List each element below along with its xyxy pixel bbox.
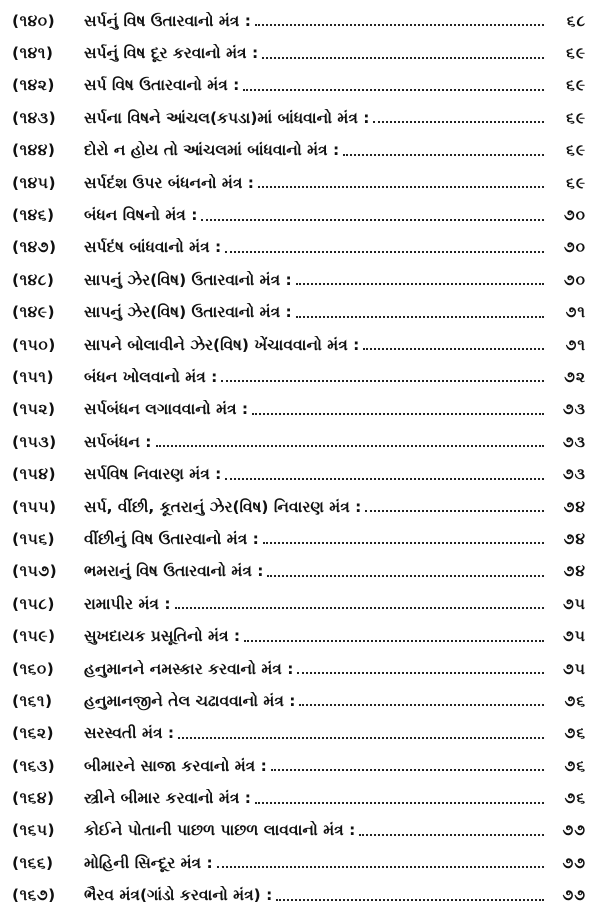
entry-number: (૧૪૯) (12, 303, 56, 322)
entry-title: સર્પના વિષને આંચલ(કપડા)માં બાંધવાનો મંત્ર : (84, 108, 370, 127)
entry-number: (૧૬૧) (12, 691, 53, 710)
toc-entry (0, 199, 600, 231)
dot-leader (252, 413, 544, 415)
page-number: ૭૪ (563, 562, 586, 581)
entry-number: (૧૬૭) (12, 886, 56, 905)
toc-entry (0, 167, 600, 199)
entry-title: સર્પદંષ બાંધવાનો મંત્ર : (84, 238, 222, 257)
entry-title: સ્ત્રીને બીમાર કરવાનો મંત્ર : (84, 789, 251, 808)
entry-number: (૧૫૯) (12, 627, 56, 646)
toc-entry (0, 491, 600, 523)
toc-entry (0, 880, 600, 912)
toc-entry (0, 782, 600, 814)
toc-entry (0, 815, 600, 847)
toc-entry (0, 556, 600, 588)
page-number: ૭૭ (562, 821, 586, 840)
page-number: ૭૫ (563, 594, 586, 613)
dot-leader (262, 57, 544, 59)
toc-entry (0, 329, 600, 361)
page-number: ૭૩ (562, 432, 586, 451)
toc-entry (0, 653, 600, 685)
dot-leader (258, 186, 544, 188)
page-number: ૭૧ (565, 335, 586, 354)
dot-leader (365, 510, 544, 512)
entry-title: સર્પબંધન લગાવવાનો મંત્ર : (84, 400, 249, 419)
entry-title: સર્પનું વિષ દૂર કરવાનો મંત્ર : (84, 44, 259, 63)
entry-number: (૧૫૦) (12, 335, 56, 354)
entry-title: સર્પ, વીંછી, કૂતરાનું ઝેર(વિષ) નિવારણ મંત્ર : (84, 497, 362, 516)
page-number: ૭૪ (563, 529, 586, 548)
toc-entry (0, 394, 600, 426)
toc-entry (0, 297, 600, 329)
page-number: ૬૮ (566, 11, 586, 30)
toc-entry (0, 232, 600, 264)
entry-number: (૧૪૭) (12, 238, 57, 257)
toc-entry (0, 750, 600, 782)
page-number: ૭૬ (564, 724, 586, 743)
page-number: ૬૯ (566, 108, 586, 127)
dot-leader (299, 704, 544, 706)
entry-number: (૧૬૫) (12, 821, 56, 840)
page-number: ૬૯ (566, 173, 586, 192)
entry-title: બંધન વિષનો મંત્ર : (84, 206, 198, 225)
entry-number: (૧૪૨) (12, 76, 55, 95)
dot-leader (225, 478, 544, 480)
entry-title: બીમારને સાજા કરવાનો મંત્ર : (84, 756, 267, 775)
entry-number: (૧૫૨) (12, 400, 56, 419)
toc-entry (0, 847, 600, 879)
toc-entry (0, 361, 600, 393)
toc-entry (0, 718, 600, 750)
entry-title: સર્પ વિષ ઉતારવાનો મંત્ર : (84, 76, 240, 95)
page-number: ૭૬ (564, 691, 586, 710)
page-number: ૭૫ (563, 659, 586, 678)
entry-number: (૧૬૦) (12, 659, 55, 678)
entry-number: (૧૪૦) (12, 11, 56, 30)
entry-number: (૧૫૬) (12, 529, 56, 548)
dot-leader (217, 866, 544, 868)
dot-leader (244, 640, 544, 642)
entry-number: (૧૬૬) (12, 853, 54, 872)
page-number: ૭૩ (562, 465, 586, 484)
dot-leader (178, 737, 544, 739)
dot-leader (276, 899, 544, 901)
entry-number: (૧૫૩) (12, 432, 57, 451)
dot-leader (296, 316, 544, 318)
entry-number: (૧૫૧) (12, 367, 55, 386)
entry-number: (૧૪૪) (12, 141, 56, 160)
entry-title: ભમરાનું વિષ ઉતારવાનો મંત્ર : (84, 562, 264, 581)
dot-leader (175, 607, 544, 609)
dot-leader (201, 219, 544, 221)
dot-leader (267, 575, 544, 577)
page-number: ૭૭ (562, 853, 586, 872)
toc-entry (0, 5, 600, 37)
toc-entry (0, 426, 600, 458)
dot-leader (271, 769, 544, 771)
page-number: ૭૪ (563, 497, 586, 516)
page-number: ૭૧ (565, 303, 586, 322)
page-number: ૭૬ (564, 756, 586, 775)
entry-title: મોહિની સિન્દૂર મંત્ર : (84, 853, 213, 872)
entry-title: ભૈરવ મંત્ર(ગાંડો કરવાનો મંત્ર) : (84, 886, 273, 905)
entry-title: બંધન ખોલવાનો મંત્ર : (84, 367, 218, 386)
page-number: ૭૨ (564, 367, 586, 386)
entry-title: દોરો ન હોય તો આંચલમાં બાંધવાનો મંત્ર : (84, 141, 340, 160)
toc-entry (0, 37, 600, 69)
dot-leader (263, 542, 544, 544)
page-number: ૭૦ (563, 206, 586, 225)
dot-leader (297, 672, 544, 674)
dot-leader (255, 24, 544, 26)
dot-leader (243, 89, 544, 91)
page-number: ૭૬ (564, 789, 586, 808)
toc-entry (0, 70, 600, 102)
page-number: ૭૫ (563, 627, 586, 646)
entry-title: સર્પદંશ ઉપર બંધનનો મંત્ર : (84, 173, 254, 192)
dot-leader (221, 380, 544, 382)
dot-leader (343, 154, 544, 156)
entry-title: સર્પબંધન : (84, 432, 152, 451)
page-number: ૬૯ (566, 76, 586, 95)
page-number: ૭૦ (563, 270, 586, 289)
entry-title: સાપનું ઝેર(વિષ) ઉતારવાનો મંત્ર : (84, 303, 292, 322)
entry-number: (૧૫૪) (12, 465, 57, 484)
entry-number: (૧૬૨) (12, 724, 55, 743)
entry-number: (૧૪૩) (12, 108, 57, 127)
dot-leader (359, 834, 544, 836)
dot-leader (225, 251, 544, 253)
entry-number: (૧૫૫) (12, 497, 57, 516)
page-number: ૬૯ (566, 44, 586, 63)
toc-entry (0, 458, 600, 490)
toc-entry (0, 135, 600, 167)
entry-title: વીંછીનું વિષ ઉતારવાનો મંત્ર : (84, 529, 259, 548)
entry-title: સર્પવિષ નિવારણ મંત્ર : (84, 465, 222, 484)
entry-title: સર્પનું વિષ ઉતારવાનો મંત્ર : (84, 11, 251, 30)
entry-number: (૧૪૫) (12, 173, 57, 192)
entry-title: સાપને બોલાવીને ઝેર(વિષ) ખેંચાવવાનો મંત્ર : (84, 335, 360, 354)
entry-title: સરસ્વતી મંત્ર : (84, 724, 175, 743)
page-number: ૬૯ (566, 141, 586, 160)
toc-entry (0, 588, 600, 620)
entry-number: (૧૪૮) (12, 270, 55, 289)
entry-title: રામાપીર મંત્ર : (84, 594, 171, 613)
dot-leader (296, 283, 544, 285)
toc-entry (0, 523, 600, 555)
page-number: ૭૭ (562, 886, 586, 905)
toc-entry (0, 620, 600, 652)
entry-title: કોઈને પોતાની પાછળ પાછળ લાવવાનો મંત્ર : (84, 821, 356, 840)
dot-leader (363, 348, 544, 350)
dot-leader (373, 121, 544, 123)
toc-entry (0, 685, 600, 717)
entry-title: હનુમાનજીને તેલ ચઢાવવાનો મંત્ર : (84, 691, 296, 710)
page-number: ૭૦ (563, 238, 586, 257)
entry-number: (૧૬૪) (12, 789, 55, 808)
entry-number: (૧૬૩) (12, 756, 56, 775)
entry-number: (૧૫૮) (12, 594, 55, 613)
dot-leader (156, 445, 544, 447)
dot-leader (255, 802, 544, 804)
toc-entry (0, 264, 600, 296)
entry-number: (૧૫૭) (12, 562, 58, 581)
entry-number: (૧૪૬) (12, 206, 55, 225)
entry-title: હનુમાનને નમસ્કાર કરવાનો મંત્ર : (84, 659, 294, 678)
entry-title: સુખદાયક પ્રસૂતિનો મંત્ર : (84, 627, 241, 646)
entry-title: સાપનું ઝેર(વિષ) ઉતારવાનો મંત્ર : (84, 270, 292, 289)
entry-number: (૧૪૧) (12, 44, 54, 63)
page-number: ૭૩ (562, 400, 586, 419)
toc-entry (0, 102, 600, 134)
